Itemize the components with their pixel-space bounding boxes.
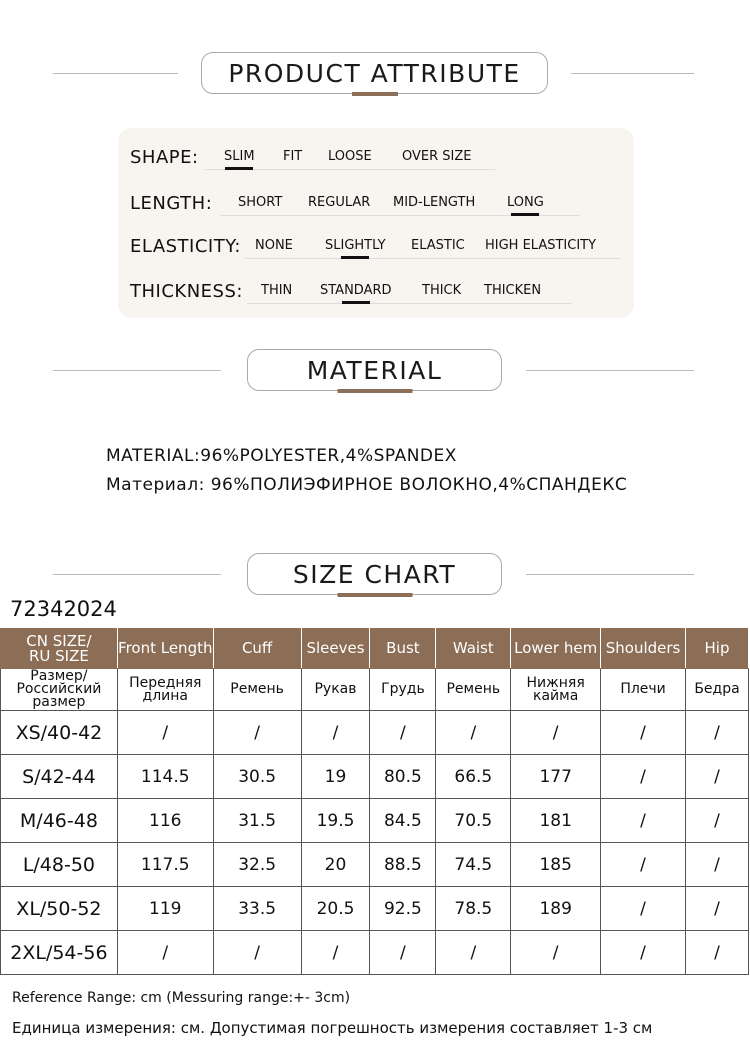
product-code: 72342024	[10, 597, 117, 621]
column-header: Ремень	[213, 669, 301, 711]
table-row	[1, 711, 749, 755]
table-cell: /	[117, 711, 213, 755]
table-cell: /	[213, 931, 301, 975]
table-cell: 181	[511, 799, 601, 843]
column-header: Ремень	[436, 669, 511, 711]
table-row	[1, 799, 749, 843]
column-header: Bust	[370, 629, 436, 669]
attribute-option: HIGH ELASTICITY	[485, 238, 597, 253]
table-cell: 70.5	[436, 799, 511, 843]
table-cell: /	[686, 931, 749, 975]
reference-range-note: Reference Range: cm (Messuring range:+- 3cm)	[12, 990, 351, 1006]
divider	[247, 303, 572, 304]
attribute-option: NONE	[255, 238, 293, 253]
heading-accent-bar	[352, 92, 398, 96]
table-cell: 117.5	[117, 843, 213, 887]
table-row	[1, 843, 749, 887]
table-cell: /	[686, 755, 749, 799]
table-cell: /	[601, 799, 686, 843]
table-cell: /	[511, 931, 601, 975]
column-header: Плечи	[601, 669, 686, 711]
heading-text: PRODUCT ATTRIBUTE	[228, 58, 521, 88]
table-cell: 114.5	[117, 755, 213, 799]
attribute-option: THICKEN	[484, 283, 542, 298]
table-cell: /	[436, 931, 511, 975]
column-header: Размер/ Российский размер	[1, 669, 118, 711]
heading-accent-bar	[337, 593, 412, 597]
attribute-option: REGULAR	[308, 195, 371, 210]
table-cell: /	[601, 843, 686, 887]
divider	[53, 370, 221, 371]
attribute-option: THICK	[422, 283, 462, 298]
column-header: Грудь	[370, 669, 436, 711]
table-cell: 66.5	[436, 755, 511, 799]
attribute-label: ELASTICITY:	[130, 236, 241, 257]
column-header: Рукав	[301, 669, 370, 711]
table-cell: 84.5	[370, 799, 436, 843]
divider	[53, 73, 178, 74]
attribute-option-selected: STANDARD	[320, 283, 392, 298]
table-cell: 74.5	[436, 843, 511, 887]
table-cell: /	[686, 711, 749, 755]
attribute-option: OVER SIZE	[402, 149, 472, 164]
column-header: Нижняя кайма	[511, 669, 601, 711]
table-cell: 33.5	[213, 887, 301, 931]
table-cell: S/42-44	[1, 755, 118, 799]
material-russian: Материал: 96%ПОЛИЭФИРНОЕ ВОЛОКНО,4%СПАНДЕКС	[106, 475, 628, 495]
column-header: Sleeves	[301, 629, 370, 669]
table-row	[1, 887, 749, 931]
column-header: Front Length	[117, 629, 213, 669]
column-header: Cuff	[213, 629, 301, 669]
heading-text: SIZE CHART	[292, 559, 457, 589]
table-cell: /	[117, 931, 213, 975]
attribute-option-selected: LONG	[507, 195, 544, 210]
table-cell: /	[686, 843, 749, 887]
table-cell: /	[370, 711, 436, 755]
table-cell: 92.5	[370, 887, 436, 931]
divider	[53, 574, 221, 575]
divider	[526, 574, 694, 575]
table-cell: 31.5	[213, 799, 301, 843]
table-row	[1, 755, 749, 799]
table-cell: /	[686, 887, 749, 931]
section-heading-attribute	[201, 52, 548, 94]
column-header: Waist	[436, 629, 511, 669]
table-cell: 30.5	[213, 755, 301, 799]
table-cell: L/48-50	[1, 843, 118, 887]
attribute-label: THICKNESS:	[130, 281, 243, 302]
column-header: Бедра	[686, 669, 749, 711]
table-cell: /	[511, 711, 601, 755]
table-cell: 20	[301, 843, 370, 887]
table-cell: /	[301, 931, 370, 975]
table-header-row	[1, 629, 749, 669]
column-header: Передняя длина	[117, 669, 213, 711]
table-cell: /	[370, 931, 436, 975]
table-cell: 20.5	[301, 887, 370, 931]
table-cell: /	[213, 711, 301, 755]
table-cell: M/46-48	[1, 799, 118, 843]
table-cell: /	[686, 799, 749, 843]
attribute-option: THIN	[261, 283, 293, 298]
column-header: Lower hem	[511, 629, 601, 669]
column-header: CN SIZE/ RU SIZE	[1, 629, 118, 669]
table-cell: 189	[511, 887, 601, 931]
attribute-option-selected: SLIGHTLY	[325, 238, 386, 253]
table-cell: 19.5	[301, 799, 370, 843]
table-cell: 88.5	[370, 843, 436, 887]
divider	[571, 73, 694, 74]
section-heading-size-chart	[247, 553, 502, 595]
attribute-option: SHORT	[238, 195, 283, 210]
attribute-label: LENGTH:	[130, 193, 213, 214]
table-cell: /	[601, 711, 686, 755]
table-cell: 78.5	[436, 887, 511, 931]
table-cell: /	[301, 711, 370, 755]
heading-accent-bar	[337, 389, 412, 393]
attribute-option: MID-LENGTH	[393, 195, 476, 210]
table-cell: 119	[117, 887, 213, 931]
size-chart-table	[0, 628, 749, 975]
divider	[526, 370, 694, 371]
table-cell: 19	[301, 755, 370, 799]
attribute-option: LOOSE	[328, 149, 372, 164]
attribute-label: SHAPE:	[130, 147, 199, 168]
table-cell: 2XL/54-56	[1, 931, 118, 975]
attribute-option: FIT	[283, 149, 303, 164]
column-header: Shoulders	[601, 629, 686, 669]
heading-text: MATERIAL	[306, 355, 443, 385]
column-header: Hip	[686, 629, 749, 669]
table-cell: /	[436, 711, 511, 755]
table-cell: XL/50-52	[1, 887, 118, 931]
attribute-option: ELASTIC	[411, 238, 465, 253]
measurement-note-russian: Единица измерения: см. Допустимая погрешность измерения составляет 1-3 см	[12, 1019, 653, 1037]
table-cell: 32.5	[213, 843, 301, 887]
table-header-row	[1, 669, 749, 711]
table-cell: /	[601, 887, 686, 931]
table-cell: 185	[511, 843, 601, 887]
section-heading-material	[247, 349, 502, 391]
table-cell: 80.5	[370, 755, 436, 799]
attribute-option-selected: SLIM	[224, 149, 255, 164]
divider	[245, 258, 620, 259]
table-cell: /	[601, 931, 686, 975]
attribute-panel	[118, 128, 634, 318]
table-cell: XS/40-42	[1, 711, 118, 755]
table-cell: 177	[511, 755, 601, 799]
table-cell: 116	[117, 799, 213, 843]
table-row	[1, 931, 749, 975]
table-cell: /	[601, 755, 686, 799]
material-english: MATERIAL:96%POLYESTER,4%SPANDEX	[106, 446, 457, 466]
